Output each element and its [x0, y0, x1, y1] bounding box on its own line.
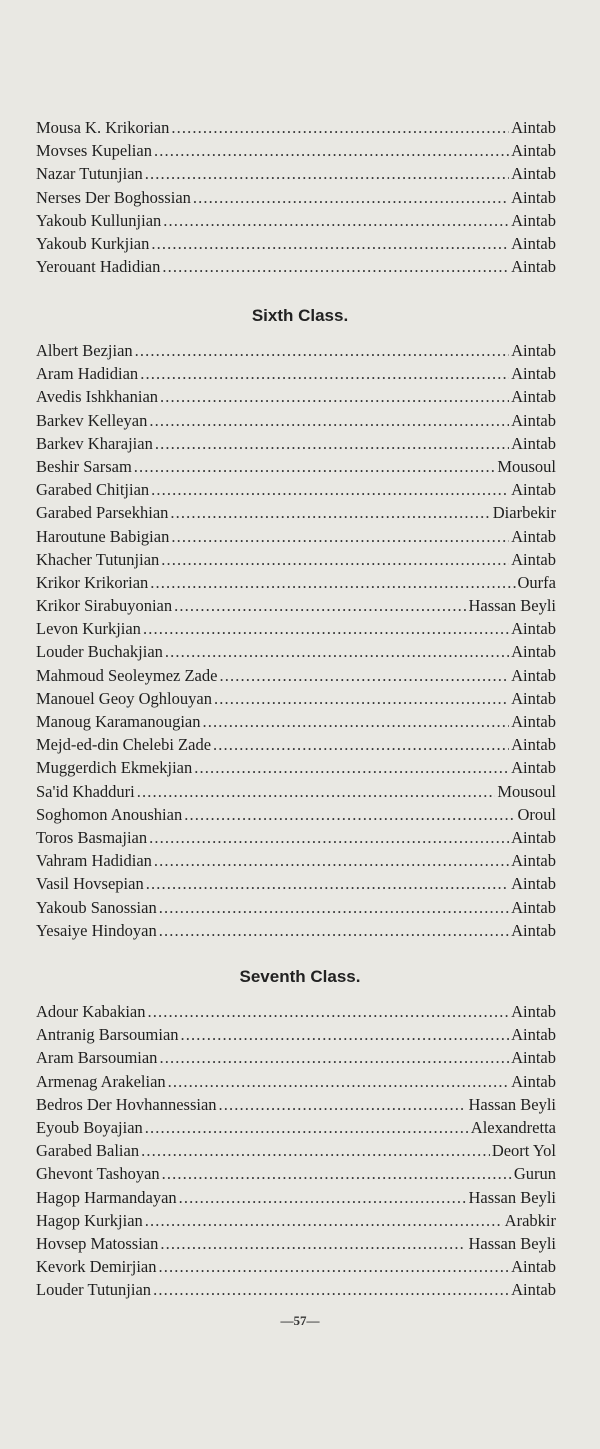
- hometown: Aintab: [511, 642, 556, 662]
- student-name: Mousa K. Krikorian: [36, 118, 170, 137]
- list-item: [36, 1209, 556, 1232]
- dot-leader: [145, 1116, 469, 1139]
- hometown: Aintab: [511, 210, 556, 230]
- student-name: Hovsep Matossian: [36, 1233, 159, 1253]
- student-name: Kevork Demirjian: [36, 1257, 157, 1277]
- hometown: Aintab: [511, 341, 556, 360]
- dot-leader: [219, 664, 509, 687]
- dot-leader: [161, 548, 509, 571]
- list-item: [36, 826, 556, 849]
- list-item: [36, 232, 556, 255]
- list-item: [36, 756, 556, 779]
- list-item: [36, 803, 556, 826]
- list-item: [36, 1023, 556, 1046]
- dot-leader: [135, 339, 509, 362]
- student-name: Vahram Hadidian: [36, 851, 152, 871]
- student-name: Sa'id Khadduri: [36, 781, 135, 801]
- student-name: Krikor Sirabuyonian: [36, 596, 173, 616]
- dot-leader: [163, 209, 509, 232]
- list-item: [36, 1070, 556, 1093]
- student-name: Hagop Kurkjian: [36, 1210, 143, 1230]
- dot-leader: [143, 617, 509, 640]
- hometown: Aintab: [511, 141, 556, 161]
- hometown: Aintab: [511, 364, 556, 384]
- hometown: Aintab: [511, 1002, 556, 1021]
- dot-leader: [151, 478, 509, 501]
- dot-leader: [184, 803, 515, 826]
- dot-leader: [151, 232, 509, 255]
- list-item: [36, 548, 556, 571]
- dot-leader: [159, 919, 509, 942]
- list-item: [36, 501, 556, 524]
- hometown: Hassan Beyli: [468, 1187, 556, 1207]
- hometown: Aintab: [511, 735, 556, 755]
- student-name: Avedis Ishkhanian: [36, 387, 159, 407]
- hometown: Aintab: [511, 665, 556, 685]
- list-item: [36, 1162, 556, 1185]
- hometown: Aintab: [511, 712, 556, 731]
- hometown: Aintab: [511, 480, 556, 500]
- dot-leader: [149, 826, 509, 849]
- list-item: [36, 664, 556, 687]
- student-name: Levon Kurkjian: [36, 619, 141, 639]
- student-name: Antranig Barsoumian: [36, 1025, 179, 1045]
- student-name: Nerses Der Boghossian: [36, 187, 191, 207]
- list-item: [36, 640, 556, 663]
- list-item: [36, 432, 556, 455]
- student-name: Beshir Sarsam: [36, 456, 132, 476]
- list-item: [36, 255, 556, 278]
- hometown: Gurun: [513, 1164, 556, 1184]
- student-name: Soghomon Anoushian: [36, 804, 183, 824]
- list-item: [36, 571, 556, 594]
- hometown: Aintab: [511, 1071, 556, 1091]
- list-item: [36, 1278, 556, 1301]
- list-item: [36, 710, 556, 733]
- dot-leader: [134, 455, 496, 478]
- student-name: Manoug Karamanougian: [36, 712, 201, 731]
- student-name: Barkev Kelleyan: [36, 410, 148, 430]
- list-item: [36, 186, 556, 209]
- list-item: [36, 594, 556, 617]
- list-item: [36, 733, 556, 756]
- hometown: Aintab: [511, 1025, 556, 1045]
- hometown: Aintab: [511, 851, 556, 871]
- dot-leader: [137, 780, 496, 803]
- hometown: Aintab: [511, 619, 556, 639]
- page-number: —57—: [280, 1313, 320, 1328]
- hometown: Aintab: [511, 187, 556, 207]
- dot-leader: [159, 1255, 510, 1278]
- list-item: [36, 455, 556, 478]
- hometown: Aintab: [511, 164, 556, 184]
- hometown: Aintab: [511, 1257, 556, 1277]
- dot-leader: [214, 687, 509, 710]
- dot-leader: [171, 116, 509, 139]
- list-item: [36, 896, 556, 919]
- hometown: Diarbekir: [492, 503, 556, 523]
- dot-leader: [179, 1186, 467, 1209]
- list-item: [36, 617, 556, 640]
- dot-leader: [219, 1093, 467, 1116]
- list-item: [36, 780, 556, 803]
- hometown: Aintab: [511, 1048, 556, 1068]
- list-item: [36, 687, 556, 710]
- hometown: Aintab: [511, 118, 556, 137]
- dot-leader: [145, 1209, 503, 1232]
- hometown: Aintab: [511, 233, 556, 253]
- list-item: [36, 919, 556, 942]
- student-name: Vasil Hovsepian: [36, 874, 144, 894]
- list-item: [36, 1186, 556, 1209]
- list-item: [36, 525, 556, 548]
- dot-leader: [154, 849, 509, 872]
- dot-leader: [181, 1023, 510, 1046]
- dot-leader: [203, 710, 510, 733]
- list-item: [36, 1000, 556, 1023]
- dot-leader: [148, 1000, 510, 1023]
- list-item: [36, 872, 556, 895]
- student-list-continued: [36, 116, 556, 278]
- dot-leader: [171, 525, 509, 548]
- list-item: [36, 478, 556, 501]
- hometown: Arabkir: [504, 1210, 556, 1230]
- hometown: Ourfa: [517, 572, 556, 592]
- dot-leader: [149, 409, 509, 432]
- hometown: Alexandretta: [470, 1117, 556, 1137]
- hometown: Aintab: [511, 433, 556, 453]
- seventh-class-heading: Seventh Class.: [239, 967, 361, 986]
- student-name: Krikor Krikorian: [36, 572, 149, 592]
- student-name: Yesaiye Hindoyan: [36, 920, 157, 940]
- student-name: Haroutune Babigian: [36, 526, 170, 546]
- dot-leader: [160, 1232, 466, 1255]
- student-name: Eyoub Boyajian: [36, 1117, 143, 1137]
- student-name: Muggerdich Ekmekjian: [36, 758, 193, 778]
- list-item: [36, 139, 556, 162]
- hometown: Hassan Beyli: [468, 1233, 556, 1253]
- student-name: Yakoub Kullunjian: [36, 210, 162, 230]
- list-item: [36, 1139, 556, 1162]
- student-name: Garabed Balian: [36, 1141, 140, 1161]
- list-item: [36, 849, 556, 872]
- dot-leader: [170, 501, 490, 524]
- dot-leader: [141, 1139, 490, 1162]
- dot-leader: [162, 255, 509, 278]
- student-name: Nazar Tutunjian: [36, 164, 143, 184]
- dot-leader: [153, 1278, 509, 1301]
- hometown: Aintab: [511, 410, 556, 430]
- dot-leader: [150, 571, 515, 594]
- student-name: Louder Buchakjian: [36, 642, 163, 662]
- hometown: Mousoul: [497, 781, 556, 801]
- student-name: Mahmoud Seoleymez Zade: [36, 665, 218, 685]
- hometown: Hassan Beyli: [468, 1094, 556, 1114]
- hometown: Aintab: [511, 526, 556, 546]
- hometown: Aintab: [511, 920, 556, 940]
- dot-leader: [140, 362, 509, 385]
- student-name: Aram Hadidian: [36, 364, 139, 384]
- student-name: Yerouant Hadidian: [36, 257, 161, 277]
- list-item: [36, 1046, 556, 1069]
- list-item: [36, 1255, 556, 1278]
- student-name: Movses Kupelian: [36, 141, 152, 161]
- dot-leader: [213, 733, 509, 756]
- dot-leader: [174, 594, 466, 617]
- hometown: Aintab: [511, 897, 556, 917]
- list-item: [36, 385, 556, 408]
- list-item: [36, 116, 556, 139]
- list-item: [36, 162, 556, 185]
- hometown: Aintab: [511, 688, 556, 708]
- student-name: Manouel Geoy Oghlouyan: [36, 688, 212, 708]
- hometown: Deort Yol: [491, 1141, 556, 1161]
- dot-leader: [162, 1162, 512, 1185]
- hometown: Aintab: [511, 758, 556, 778]
- list-item: [36, 339, 556, 362]
- dot-leader: [159, 896, 509, 919]
- hometown: Aintab: [511, 874, 556, 894]
- hometown: Aintab: [511, 1280, 556, 1300]
- student-name: Yakoub Kurkjian: [36, 233, 150, 253]
- student-name: Khacher Tutunjian: [36, 549, 160, 569]
- student-name: Toros Basmajian: [36, 827, 148, 847]
- sixth-class-list: [36, 339, 556, 942]
- sixth-class-heading: Sixth Class.: [251, 306, 349, 325]
- student-name: Garabed Chitjian: [36, 480, 150, 500]
- student-name: Hagop Harmandayan: [36, 1187, 177, 1207]
- student-name: Barkev Kharajian: [36, 433, 153, 453]
- seventh-class-list: [36, 1000, 556, 1301]
- hometown: Aintab: [511, 257, 556, 277]
- list-item: [36, 409, 556, 432]
- student-name: Albert Bezjian: [36, 341, 133, 360]
- list-item: [36, 209, 556, 232]
- student-name: Ghevont Tashoyan: [36, 1164, 160, 1184]
- hometown: Oroul: [517, 804, 556, 824]
- student-name: Adour Kabakian: [36, 1002, 146, 1021]
- dot-leader: [155, 432, 509, 455]
- hometown: Aintab: [511, 827, 556, 847]
- hometown: Mousoul: [497, 456, 556, 476]
- dot-leader: [193, 186, 509, 209]
- dot-leader: [165, 640, 509, 663]
- student-name: Aram Barsoumian: [36, 1048, 158, 1068]
- dot-leader: [145, 162, 509, 185]
- dot-leader: [160, 385, 509, 408]
- student-name: Bedros Der Hovhannessian: [36, 1094, 217, 1114]
- student-name: Mejd-ed-din Chelebi Zade: [36, 735, 212, 755]
- dot-leader: [194, 756, 509, 779]
- hometown: Hassan Beyli: [468, 596, 556, 616]
- list-item: [36, 1232, 556, 1255]
- hometown: Aintab: [511, 549, 556, 569]
- student-name: Armenag Arakelian: [36, 1071, 166, 1091]
- student-name: Yakoub Sanossian: [36, 897, 157, 917]
- list-item: [36, 362, 556, 385]
- dot-leader: [159, 1046, 509, 1069]
- dot-leader: [146, 872, 509, 895]
- dot-leader: [168, 1070, 509, 1093]
- list-item: [36, 1116, 556, 1139]
- hometown: Aintab: [511, 387, 556, 407]
- dot-leader: [154, 139, 509, 162]
- student-name: Louder Tutunjian: [36, 1280, 152, 1300]
- student-name: Garabed Parsekhian: [36, 503, 169, 523]
- list-item: [36, 1093, 556, 1116]
